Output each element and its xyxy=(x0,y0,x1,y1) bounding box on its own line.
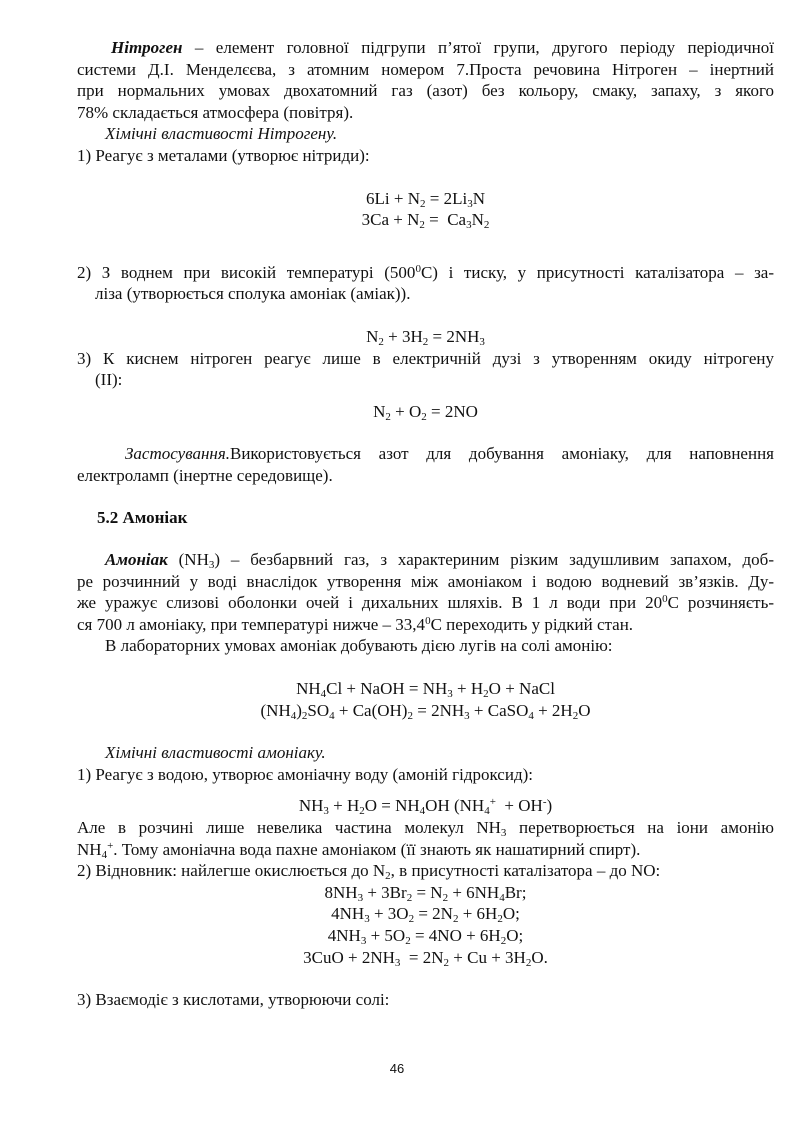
ammonia-line-2: ре розчинний у воді внаслідок утворення між амоніаком і водою водневий зв’язків. Ду- xyxy=(77,571,774,591)
nitrogen-intro-line-1: Нітроген – елемент головної підгрупи п’ятої групи, другого періоду періодичної xyxy=(111,38,774,57)
equation-nh3-3o2: $4NH_3 + 3O_2 = 2N_2 + 6H_2O$; xyxy=(331,904,520,926)
nitrogen-chem-heading: Хімічні властивості Нітрогену. xyxy=(105,124,338,144)
equation-nh4so4-caoh2: $(NH_4)_2SO_4 + Ca(OH)_2 = 2NH_3$ + CaSO$_4$ + $2H_2O$ xyxy=(260,700,591,722)
ammonia-lab-line: В лабораторних умовах амоніак добувають дією лугів на солі амонію: xyxy=(105,636,613,656)
nitrogen-prop-3-line-1: 3) К киснем нітроген реагує лише в електричній дузі з утворенням окиду нітрогену xyxy=(77,348,774,368)
nitrogen-intro-line-3: при нормальних умовах двохатомний газ (азот) без кольору, смаку, запаху, з якого xyxy=(77,81,774,101)
nitrogen-prop-2-line-2: ліза (утворюється сполука амоніак (аміак)). xyxy=(95,284,411,304)
ammonia-line-1: Амоніак $(NH_3)$ – безбарвний газ, з характериним різким задушливим запахом, доб- xyxy=(105,550,774,572)
nitrogen-prop-2-line-1: 2) З воднем при високій температурі $(500^0С)$ і тиску, у присутності каталізатора – за- xyxy=(77,262,774,282)
equation-nh3-5o2: $4NH_3 + 5O_2 = 4NO + 6H_2O$; xyxy=(327,926,524,947)
equation-nh3-h2o: $NH_3 + H_2O = NH_4OH$ $(NH_4^+ + OH^-)$ xyxy=(298,796,553,818)
nitrogen-application-line-2: електроламп (інертне середовище). xyxy=(77,465,333,485)
equation-cuo-nh3: $3CuO + 2NH_3 = 2N_2 + Cu + 3H_2O$. xyxy=(303,947,548,969)
equation-ca-n2: $3Ca + N_2 = Ca_3N_2$ xyxy=(361,210,490,232)
page-number: 46 xyxy=(389,1061,405,1076)
ammonia-prop-2: 2) Відновник: найлегше окислюється до $N_2$, в присутності каталізатора – до NO: xyxy=(77,861,661,883)
equation-nh4cl-naoh: $NH_4Cl$ + NaOH = $NH_3 + H_2O$ + NaCl xyxy=(296,679,555,701)
ammonia-line-3: же уражує слизові оболонки очей і дихальних шляхів. В 1 л води при $20^0С$ розчиняєть- xyxy=(77,593,775,613)
equation-li-n2: $6Li + N_2 = 2Li_3N$ xyxy=(366,188,485,210)
nitrogen-term: Нітроген xyxy=(111,38,183,57)
page-content xyxy=(77,37,774,1011)
equation-n2-o2: $N_2 + O_2 = 2NO$ xyxy=(373,401,478,423)
ammonia-term: Амоніак xyxy=(105,550,168,570)
ammonia-chem-heading: Хімічні властивості амоніаку. xyxy=(105,743,326,763)
nitrogen-intro-line-4: 78% складається атмосфера (повітря). xyxy=(77,102,354,122)
ammonia-prop-3: 3) Взаємодіє з кислотами, утворюючи солі: xyxy=(77,990,390,1010)
nitrogen-application-line-1: Застосування.Використовується азот для добування амоніаку, для наповнення xyxy=(125,444,774,464)
ammonia-prop-1: 1) Реагує з водою, утворює амоніачну воду (амоній гідроксид): xyxy=(77,764,533,784)
ammonia-ion-line-1: Але в розчині лише невелика частина молекул $NH_3$ перетворюється на іони амонію xyxy=(77,818,774,840)
equation-n2-h2: $N_2 + 3H_2 = 2NH_3$ xyxy=(366,326,485,348)
ammonia-ion-line-2: $NH_4^+$. Тому амоніачна вода пахне амоніаком (її знають як нашатирний спирт). xyxy=(77,839,641,861)
nitrogen-prop-3-line-2: (II): xyxy=(95,370,123,390)
application-label: Застосування. xyxy=(125,444,230,464)
ammonia-line-4: ся 700 л амоніаку, при температурі нижче – 33,4$^0$С переходить у рідкий стан. xyxy=(77,614,634,634)
nitrogen-prop-1: 1) Реагує з металами (утворює нітриди): xyxy=(77,145,370,165)
equation-nh3-br2: $8NH_3 + 3Br_2 = N_2 + 6NH_4Br$; xyxy=(324,882,527,904)
nitrogen-intro-line-2: системи Д.І. Менделєєва, з атомним номером 7.Проста речовина Нітроген – інертний xyxy=(77,59,774,79)
section-heading: 5.2 Амоніак xyxy=(97,507,188,527)
